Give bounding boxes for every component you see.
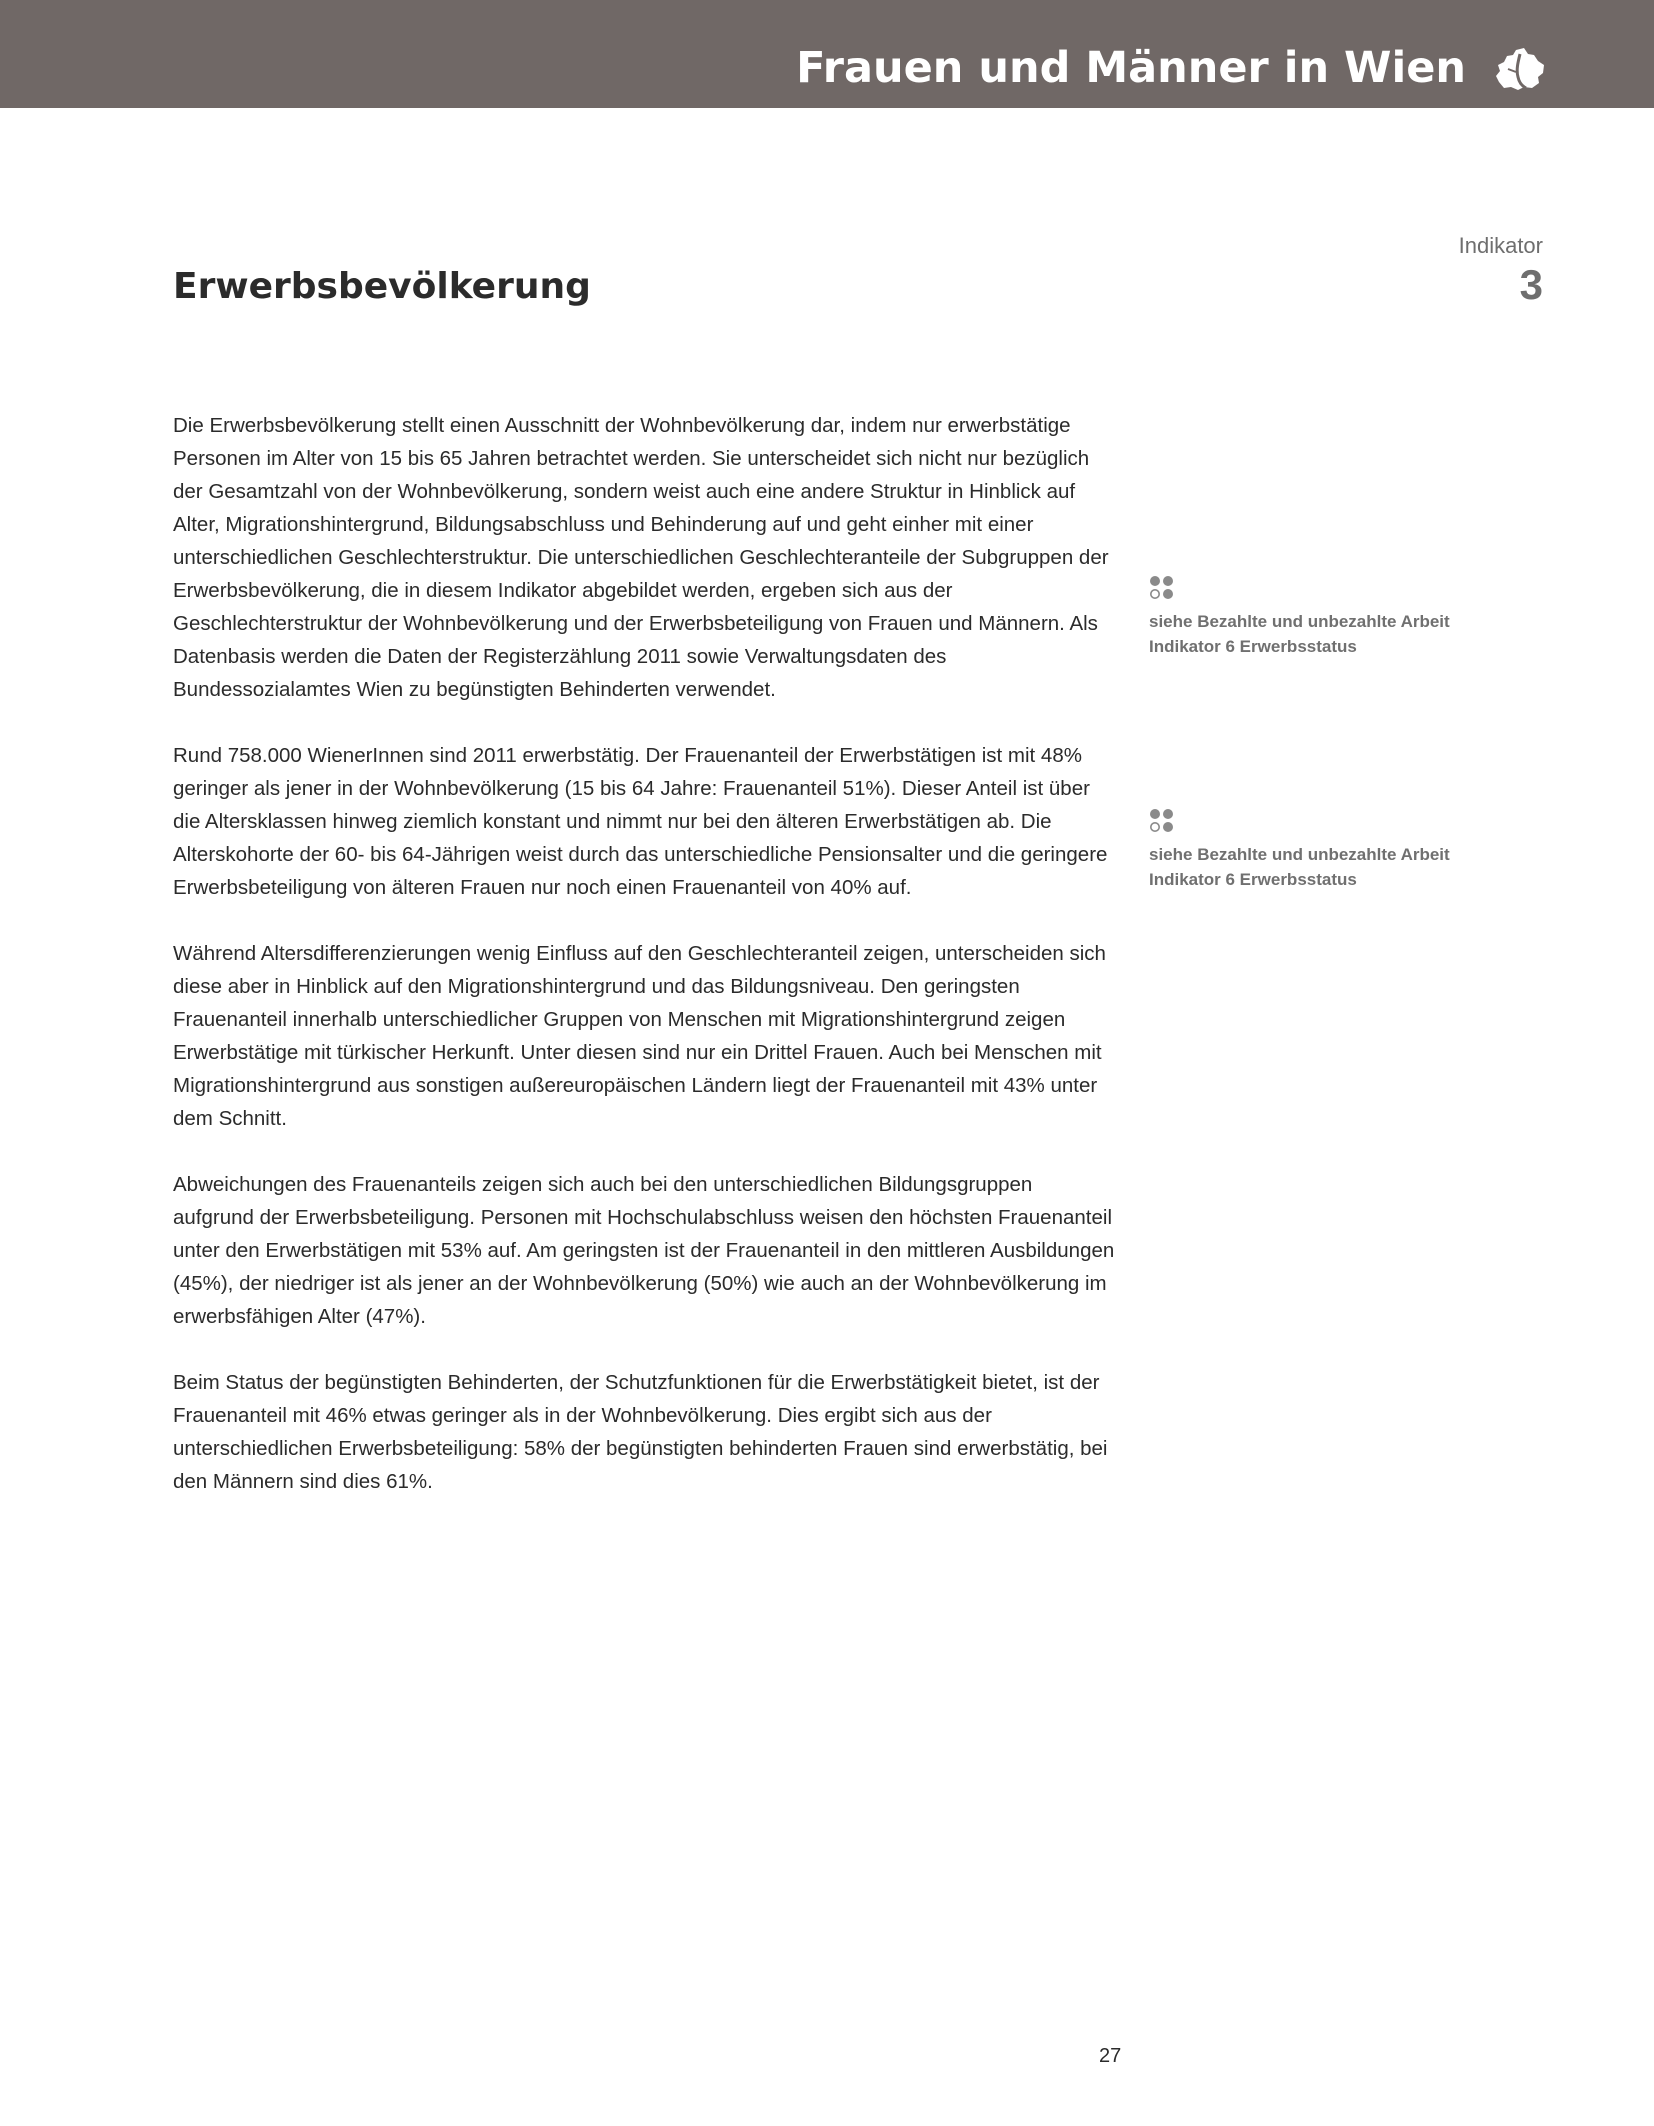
sidenote: [1149, 808, 1489, 892]
vienna-map-logo-icon: [1494, 46, 1546, 92]
indicator-label: Indikator: [1458, 233, 1543, 258]
sidenote: [1149, 575, 1489, 659]
sidenote-line: siehe Bezahlte und unbezahlte Arbeit: [1149, 612, 1450, 631]
page-title: Erwerbsbevölkerung: [173, 266, 591, 307]
paragraph: Beim Status der begünstigten Behinderten, der Schutzfunktionen für die Erwerbstätigkeit bietet, ist der Frauenanteil mit 46% etwas geringer als in der Wohnbevölkerung. Dies ergibt sich aus der unterschiedlichen Erwerbsbeteiligung: 58% der begünstigten behinderten Frauen sind erwerbstätig, bei den Männern sind dies 61%.: [173, 1371, 1108, 1493]
header-title: Frauen und Männer in Wien: [796, 43, 1466, 93]
sidenote-line: Indikator 6 Erwerbsstatus: [1149, 870, 1357, 889]
cross-reference-dots-icon: [1149, 575, 1175, 601]
header-band: [0, 0, 1654, 108]
sidenote-line: Indikator 6 Erwerbsstatus: [1149, 637, 1357, 656]
body-text: [173, 409, 1116, 1531]
paragraph: Während Altersdifferenzierungen wenig Einfluss auf den Geschlechteranteil zeigen, unterscheiden sich diese aber in Hinblick auf den Migrationshintergrund und das Bildungsniveau. Den geringsten Frauenanteil innerhalb unterschiedlicher Gruppen von Menschen mit Migrationshintergrund zeigen Erwerbstätige mit türkischer Herkunft. Unter diesen sind nur ein Drittel Frauen. Auch bei Menschen mit Migrationshintergrund aus sonstigen außereuropäischen Ländern liegt der Frauenanteil mit 43% unter dem Schnitt.: [173, 942, 1106, 1130]
paragraph: Die Erwerbsbevölkerung stellt einen Ausschnitt der Wohnbevölkerung dar, indem nur erwerbstätige Personen im Alter von 15 bis 65 Jahren betrachtet werden. Sie unterscheidet sich nicht nur bezüglich der Gesamtzahl von der Wohnbevölkerung, sondern weist auch eine andere Struktur in Hinblick auf Alter, Migrationshintergrund, Bildungsabschluss und Behinderung auf und geht einher mit einer unterschiedlichen Geschlechterstruktur. Die unterschiedlichen Geschlechteranteile der Subgruppen der Erwerbsbevölkerung, die in diesem Indikator abgebildet werden, ergeben sich aus der Geschlechterstruktur der Wohnbevölkerung und der Erwerbsbeteiligung von Frauen und Männern. Als Datenbasis werden die Daten der Registerzählung 2011 sowie Verwaltungsdaten des Bundessozialamtes Wien zu begünstigten Behinderten verwendet.: [173, 414, 1109, 701]
cross-reference-dots-icon: [1149, 808, 1175, 834]
page-number: 27: [1099, 2045, 1122, 2067]
indicator-number: 3: [1519, 261, 1543, 308]
sidenote-line: siehe Bezahlte und unbezahlte Arbeit: [1149, 845, 1450, 864]
paragraph: Abweichungen des Frauenanteils zeigen sich auch bei den unterschiedlichen Bildungsgruppen aufgrund der Erwerbsbeteiligung. Personen mit Hochschulabschluss weisen den höchsten Frauenanteil unter den Erwerbstätigen mit 53% auf. Am geringsten ist der Frauenanteil in den mittleren Ausbildungen (45%), der niedriger ist als jener an der Wohnbevölkerung (50%) wie auch an der Wohnbevölkerung im erwerbsfähigen Alter (47%).: [173, 1173, 1115, 1328]
paragraph: Rund 758.000 WienerInnen sind 2011 erwerbstätig. Der Frauenanteil der Erwerbstätigen ist mit 48% geringer als jener in der Wohnbevölkerung (15 bis 64 Jahre: Frauenanteil 51%). Dieser Anteil ist über die Altersklassen hinweg ziemlich konstant und nimmt nur bei den älteren Erwerbstätigen ab. Die Alterskohorte der 60- bis 64-Jährigen weist durch das unterschiedliche Pensionsalter und die geringere Erwerbsbeteiligung von älteren Frauen nur noch einen Frauenanteil von 40% auf.: [173, 744, 1108, 899]
